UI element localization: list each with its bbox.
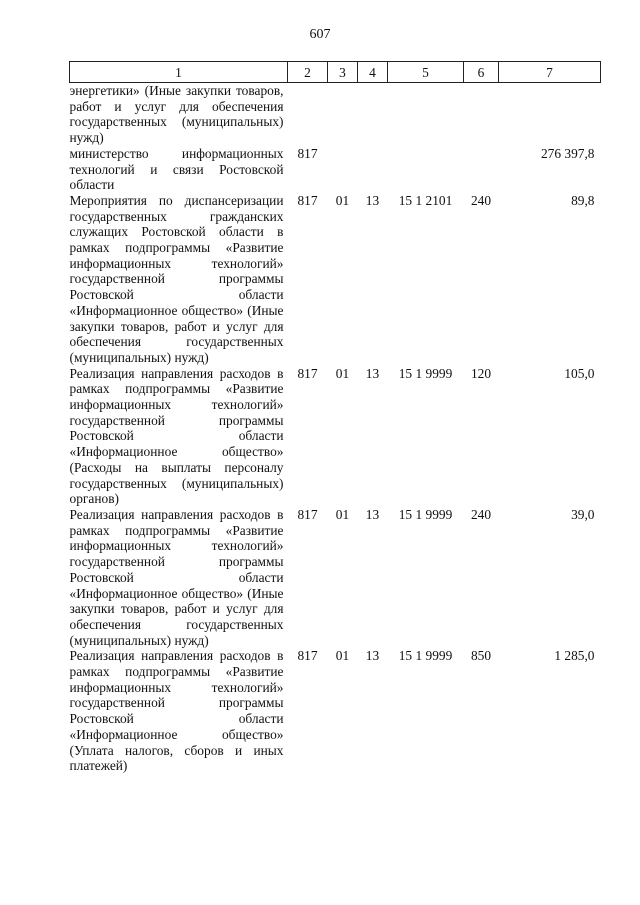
cell-ministry-code: 817	[297, 192, 318, 208]
table-row	[70, 83, 601, 146]
header-col-4: 4	[358, 62, 388, 83]
row-description: Мероприятия по диспансеризации государственных гражданских служащих Ростовской области в рамках подпрограммы «Развитие информационных технологий» государственной программы Ростовской области «Информационное общество» (Иные закупки товаров, работ и услуг для обеспечения государственных (муниципальных) нужд)	[69, 192, 284, 365]
cell-amount: 105,0	[564, 365, 595, 381]
cell-target-article: 15 1 2101	[398, 192, 453, 208]
cell-target-article	[388, 146, 464, 193]
header-col-1: 1	[70, 62, 288, 83]
cell-expense-type: 240	[470, 506, 492, 522]
row-description: министерство информационных технологий и связи Ростовской области	[69, 145, 284, 193]
cell-ministry-code: 817	[297, 506, 318, 522]
cell-amount	[499, 83, 601, 146]
cell-ministry-code: 817	[297, 648, 318, 664]
cell-target-article: 15 1 9999	[398, 506, 453, 522]
cell-subsection	[358, 83, 388, 146]
cell-expense-type: 850	[470, 648, 492, 664]
cell-subsection	[358, 146, 388, 193]
cell-amount: 39,0	[571, 506, 595, 522]
cell-ministry-code	[288, 83, 328, 146]
cell-subsection: 13	[365, 648, 380, 664]
cell-subsection: 13	[365, 506, 380, 522]
cell-expense-type: 240	[470, 192, 492, 208]
table-row	[70, 146, 601, 193]
table-row	[70, 193, 601, 366]
header-col-3: 3	[328, 62, 358, 83]
budget-table	[69, 61, 601, 774]
cell-target-article	[388, 83, 464, 146]
row-description: энергетики» (Иные закупки товаров, работ и услуг для обеспечения государственных (муниципальных) нужд)	[69, 83, 284, 146]
cell-expense-type: 120	[470, 365, 492, 381]
header-col-7: 7	[499, 62, 601, 83]
header-col-2: 2	[288, 62, 328, 83]
table-row	[70, 507, 601, 648]
cell-amount: 89,8	[571, 192, 595, 208]
table-row	[70, 648, 601, 774]
cell-subsection: 13	[365, 192, 380, 208]
cell-section: 01	[335, 506, 350, 522]
cell-ministry-code: 817	[297, 365, 318, 381]
page-number: 607	[309, 27, 331, 42]
cell-section	[328, 83, 358, 146]
cell-target-article: 15 1 9999	[398, 365, 453, 381]
cell-section	[328, 146, 358, 193]
row-description: Реализация направления расходов в рамках подпрограммы «Развитие информационных технологий» государственной программы Ростовской области «Информационное общество» (Иные закупки товаров, работ и услуг для обеспечения государственных (муниципальных) нужд)	[69, 506, 284, 648]
table-header	[70, 62, 601, 83]
cell-expense-type	[464, 83, 499, 146]
cell-amount: 276 397,8	[540, 145, 595, 161]
cell-section: 01	[335, 365, 350, 381]
cell-amount: 1 285,0	[554, 648, 595, 664]
cell-subsection: 13	[365, 365, 380, 381]
cell-ministry-code: 817	[297, 145, 318, 161]
cell-section: 01	[335, 192, 350, 208]
row-description: Реализация направления расходов в рамках подпрограммы «Развитие информационных технологий» государственной программы Ростовской области «Информационное общество» (Уплата налогов, сборов и иных платежей)	[69, 648, 284, 774]
table-body	[70, 83, 601, 774]
cell-section: 01	[335, 648, 350, 664]
header-col-5: 5	[388, 62, 464, 83]
cell-target-article: 15 1 9999	[398, 648, 453, 664]
header-col-6: 6	[464, 62, 499, 83]
header-row	[70, 62, 601, 83]
table-row	[70, 366, 601, 507]
cell-expense-type	[464, 146, 499, 193]
row-description: Реализация направления расходов в рамках подпрограммы «Развитие информационных технологий» государственной программы Ростовской области «Информационное общество» (Расходы на выплаты персоналу государственных (муниципальных) органов)	[69, 365, 284, 507]
